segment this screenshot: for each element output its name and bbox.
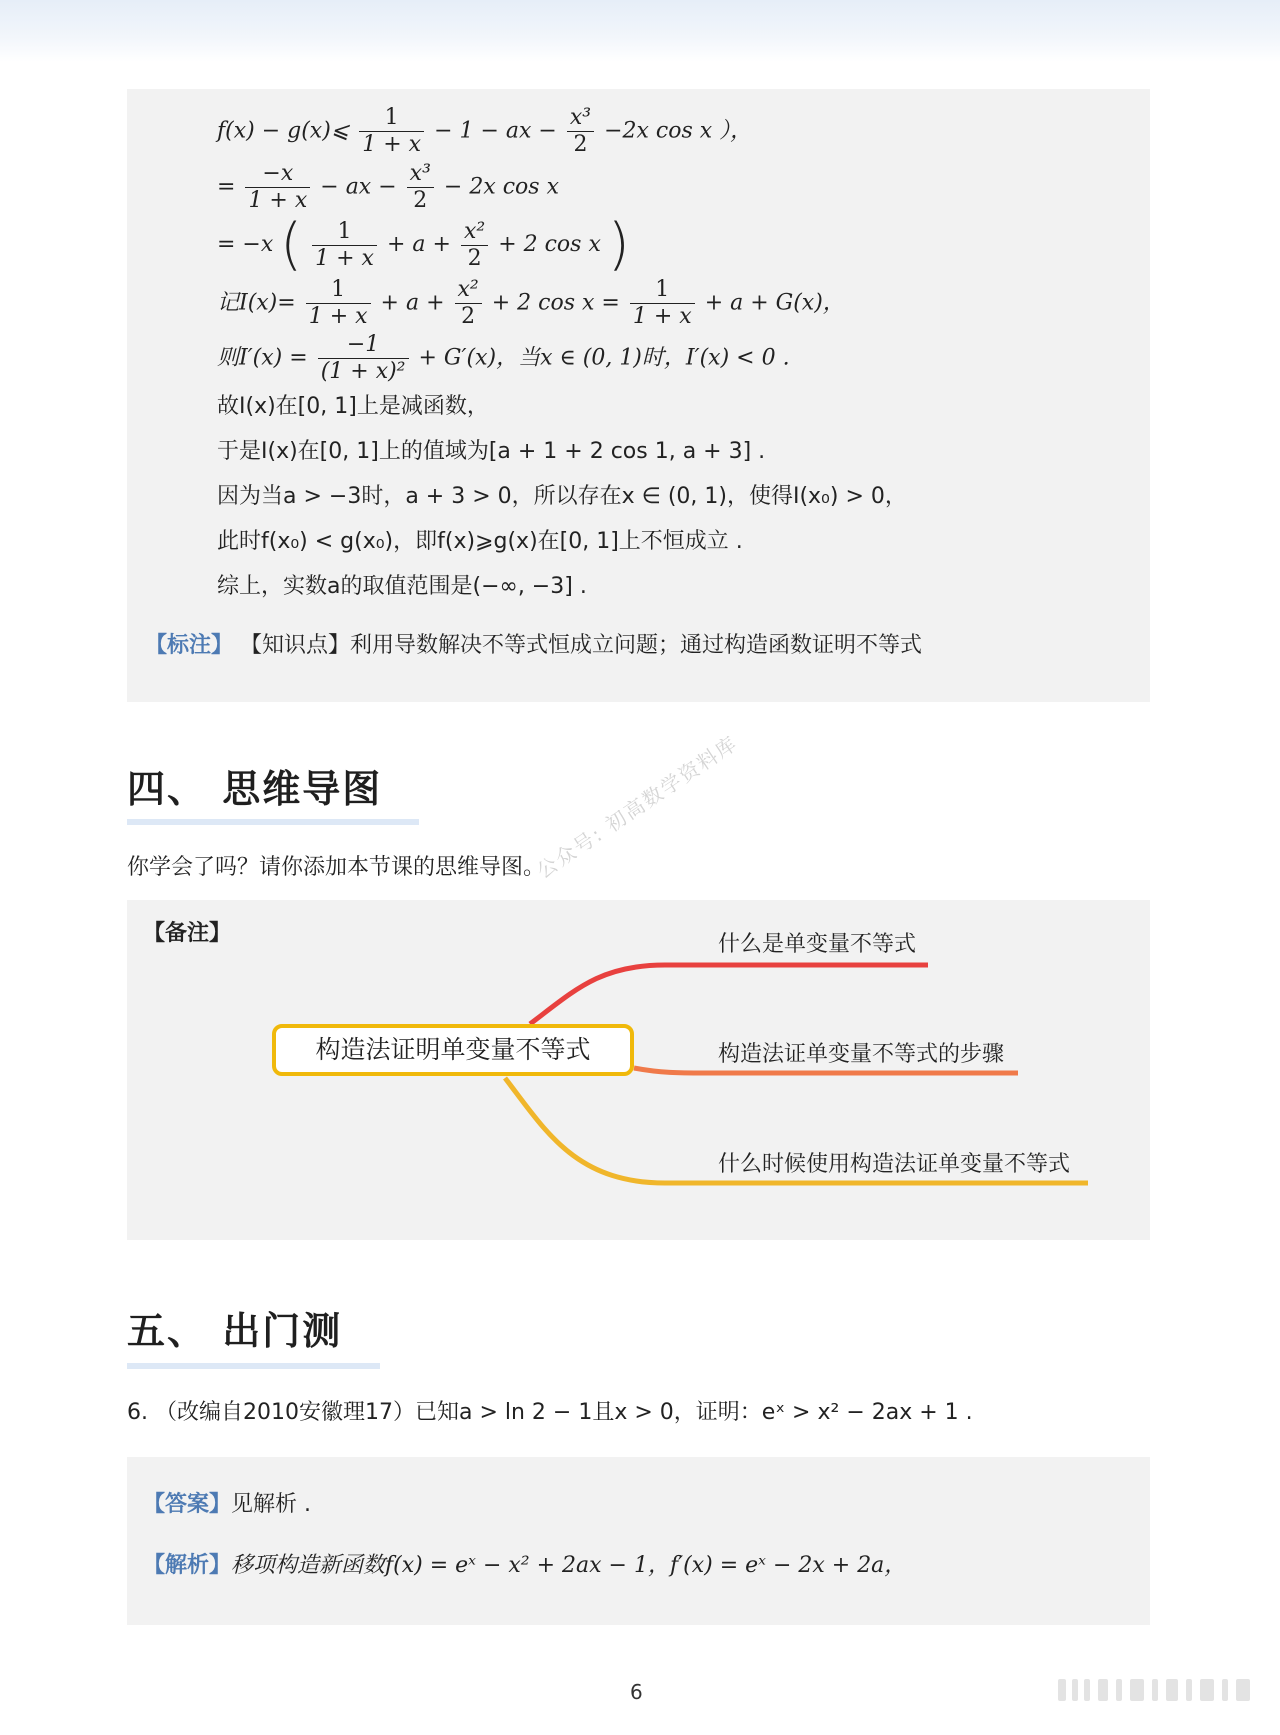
section-5-underline xyxy=(127,1363,380,1369)
step-line-9: 此时f(x₀) < g(x₀)，即f(x)⩾g(x)在[0, 1]上不恒成立 . xyxy=(217,529,743,554)
page-number: 6 xyxy=(630,1680,643,1704)
step-line-10: 综上，实数a的取值范围是(−∞, −3] . xyxy=(217,574,587,599)
answer-text: 见解析 . xyxy=(231,1492,312,1517)
top-band xyxy=(0,0,1280,62)
mindmap-branch-2: 构造法证单变量不等式的步骤 xyxy=(718,1042,1005,1067)
step-line-1: f(x) − g(x)⩽ $\frac{1}{1 + x}$ − 1 − ax − $\frac{\text{x³}}{2}$ −2x cos x ）， xyxy=(217,105,753,157)
section-4-prompt: 你学会了吗？请你添加本节课的思维导图。 xyxy=(127,855,546,880)
note-text: 【知识点】利用导数解决不等式恒成立问题；通过构造函数证明不等式 xyxy=(240,633,923,658)
watermark: 公众号: 初高数学资料库 xyxy=(532,730,743,884)
analysis-text: 移项构造新函数f(x) = eˣ − x² + 2ax − 1，f′(x) = eˣ − 2x + 2a， xyxy=(231,1553,907,1578)
step-line-6: 故I(x)在[0, 1]上是减函数， xyxy=(217,394,489,419)
step-line-3: = −x ( $\frac{1}{1 + x}$ + a + $\frac{\text{x²}}{2}$ + 2 cos x ) xyxy=(217,212,630,277)
watermark-logo xyxy=(1058,1676,1258,1704)
answer-tag: 【答案】 xyxy=(143,1492,232,1517)
mindmap-branch-1: 什么是单变量不等式 xyxy=(718,932,917,957)
knowledge-note xyxy=(145,631,922,661)
step-line-2: = $\frac{-x}{1 + x}$ − ax − $\frac{\text{x³}}{2}$ − 2x cos x xyxy=(217,161,559,213)
question-6: 6. （改编自2010安徽理17）已知a > ln 2 − 1且x > 0，证明：eˣ > x² − 2ax + 1 . xyxy=(127,1400,973,1425)
right-paren: ) xyxy=(607,212,630,277)
solution-box xyxy=(127,89,1150,702)
answer-line xyxy=(143,1490,311,1520)
mindmap-center-node: 构造法证明单变量不等式 xyxy=(272,1024,634,1076)
analysis-line xyxy=(143,1551,906,1581)
mindmap-branch-3: 什么时候使用构造法证单变量不等式 xyxy=(718,1152,1071,1177)
note-tag: 【标注】 xyxy=(145,633,234,658)
step-line-5: 则I′(x) = $\frac{-1}{\text{(1 + x)²}}$ + G′(x)，当x ∈ (0, 1)时，I′(x) < 0 . xyxy=(217,332,790,384)
remark-tag: 【备注】 xyxy=(143,921,232,946)
answer-box xyxy=(127,1457,1150,1625)
step-line-8: 因为当a > −3时，a + 3 > 0，所以存在x ∈ (0, 1)，使得I(x₀) > 0， xyxy=(217,484,907,509)
analysis-tag: 【解析】 xyxy=(143,1553,232,1578)
section-5-title: 五、 出门测 xyxy=(127,1309,343,1353)
section-4-underline xyxy=(127,819,419,825)
left-paren: ( xyxy=(280,212,303,277)
step-line-7: 于是I(x)在[0, 1]上的值域为[a + 1 + 2 cos 1, a + 3] . xyxy=(217,439,766,464)
step-line-4: 记I(x)= $\frac{1}{1 + x}$ + a + $\frac{\text{x²}}{2}$ + 2 cos x = $\frac{1}{1 + x}$ + a + G(x)， xyxy=(217,277,845,329)
section-4-title: 四、 思维导图 xyxy=(127,767,383,811)
